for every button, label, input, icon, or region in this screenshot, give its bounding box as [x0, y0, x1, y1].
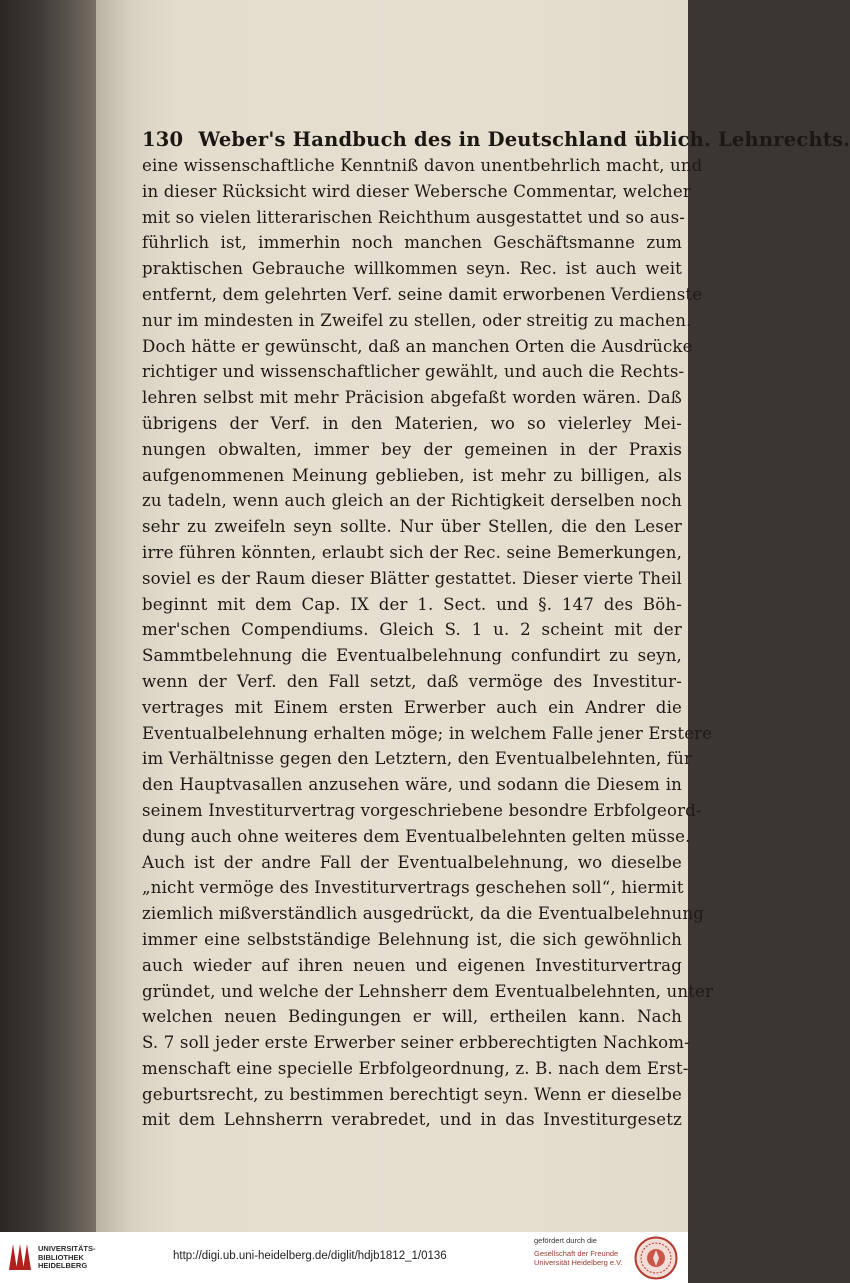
text-line: „nicht vermöge des Investiturvertrags geschehen soll“, hiermit — [142, 878, 684, 898]
text-line: gründet, und welche der Lehnsherr dem Eventualbelehnten, unter — [142, 981, 714, 1001]
library-name: UNIVERSITÄTS- BIBLIOTHEK HEIDELBERG — [38, 1244, 96, 1270]
text-line: vertrages mit Einem ersten Erwerber auch ein Andrer die — [142, 697, 682, 717]
text-line: seinem Investiturvertrag vorgeschriebene besondre Erbfolgeord- — [142, 800, 702, 820]
text-line: in dieser Rücksicht wird dieser Webersche Commentar, welcher — [142, 181, 691, 201]
text-line: führlich ist, immerhin noch manchen Geschäftsmanne zum — [142, 233, 682, 253]
text-line: Doch hätte er gewünscht, daß an manchen Orten die Ausdrücke — [142, 336, 693, 356]
text-line: richtiger und wissenschaftlicher gewählt, und auch die Rechts- — [142, 362, 685, 382]
text-line: menschaft eine specielle Erbfolgeordnung, z. B. nach dem Erst- — [142, 1058, 689, 1078]
text-line: praktischen Gebrauche willkommen seyn. Rec. ist auch weit — [142, 259, 682, 279]
library-logo-icon — [6, 1240, 32, 1274]
text-line: Sammtbelehnung die Eventualbelehnung confundirt zu seyn, — [142, 646, 682, 666]
text-line: im Verhältnisse gegen den Letztern, den Eventualbelehnten, für — [142, 749, 693, 769]
text-line: wenn der Verf. den Fall setzt, daß vermöge des Investitur- — [142, 671, 682, 691]
text-line: nungen obwalten, immer bey der gemeinen in der Praxis — [142, 439, 682, 459]
text-line: auch wieder auf ihren neuen und eigenen Investiturvertrag — [142, 955, 682, 975]
permalink-url[interactable]: http://digi.ub.uni-heidelberg.de/diglit/hdjb1812_1/0136 — [173, 1250, 447, 1262]
running-header — [142, 128, 850, 151]
university-seal-icon — [634, 1236, 678, 1280]
viewer-footer — [0, 1232, 688, 1283]
text-line: eine wissenschaftliche Kenntniß davon unentbehrlich macht, und — [142, 156, 703, 175]
book-binding-shadow — [0, 0, 108, 1232]
text-line: entfernt, dem gelehrten Verf. seine damit erworbenen Verdienste — [142, 284, 703, 304]
text-line: dung auch ohne weiteres dem Eventualbelehnten gelten müsse. — [142, 826, 691, 846]
running-title: Weber's Handbuch des in Deutschland üblich. Lehnrechts. — [198, 128, 850, 151]
body-text — [142, 153, 714, 1133]
text-line: lehren selbst mit mehr Präcision abgefaßt worden wären. Daß — [142, 388, 682, 408]
text-line: mit dem Lehnsherrn verabredet, und in das Investiturgesetz — [142, 1110, 682, 1130]
text-line: geburtsrecht, zu bestimmen berechtigt seyn. Wenn er dieselbe — [142, 1084, 682, 1104]
text-line: Eventualbelehnung erhalten möge; in welchem Falle jener Erstere — [142, 723, 713, 743]
text-line: aufgenommenen Meinung geblieben, ist mehr zu billigen, als — [142, 465, 682, 485]
text-line: immer eine selbstständige Belehnung ist, die sich gewöhnlich — [142, 929, 682, 949]
text-line: irre führen könnten, erlaubt sich der Rec. seine Bemerkungen, — [142, 542, 682, 562]
page-number: 130 — [142, 128, 184, 151]
text-line: nur im mindesten in Zweifel zu stellen, oder streitig zu machen. — [142, 310, 692, 330]
sponsor-label: gefördert durch die — [534, 1236, 597, 1245]
text-line: welchen neuen Bedingungen er will, ertheilen kann. Nach — [142, 1007, 682, 1027]
text-line: übrigens der Verf. in den Materien, wo so vielerley Mei- — [142, 413, 682, 433]
text-line: beginnt mit dem Cap. IX der 1. Sect. und §. 147 des Böh- — [142, 594, 682, 614]
text-line: den Hauptvasallen anzusehen wäre, und sodann die Diesem in — [142, 775, 682, 795]
text-line: mit so vielen litterarischen Reichthum ausgestattet und so aus- — [142, 207, 686, 227]
text-line: ziemlich mißverständlich ausgedrückt, da die Eventualbelehnung — [142, 904, 704, 924]
book-page — [96, 0, 850, 1232]
text-line: Auch ist der andre Fall der Eventualbelehnung, wo dieselbe — [142, 852, 682, 872]
text-line: S. 7 soll jeder erste Erwerber seiner erbberechtigten Nachkom- — [142, 1033, 690, 1053]
text-line: soviel es der Raum dieser Blätter gestattet. Dieser vierte Theil — [142, 568, 682, 588]
text-line: zu tadeln, wenn auch gleich an der Richtigkeit derselben noch — [142, 491, 682, 511]
text-line: mer'schen Compendiums. Gleich S. 1 u. 2 scheint mit der — [142, 620, 682, 640]
sponsor-name: Gesellschaft der Freunde Universität Heidelberg e.V. — [534, 1249, 623, 1267]
text-line: sehr zu zweifeln seyn sollte. Nur über Stellen, die den Leser — [142, 517, 682, 537]
